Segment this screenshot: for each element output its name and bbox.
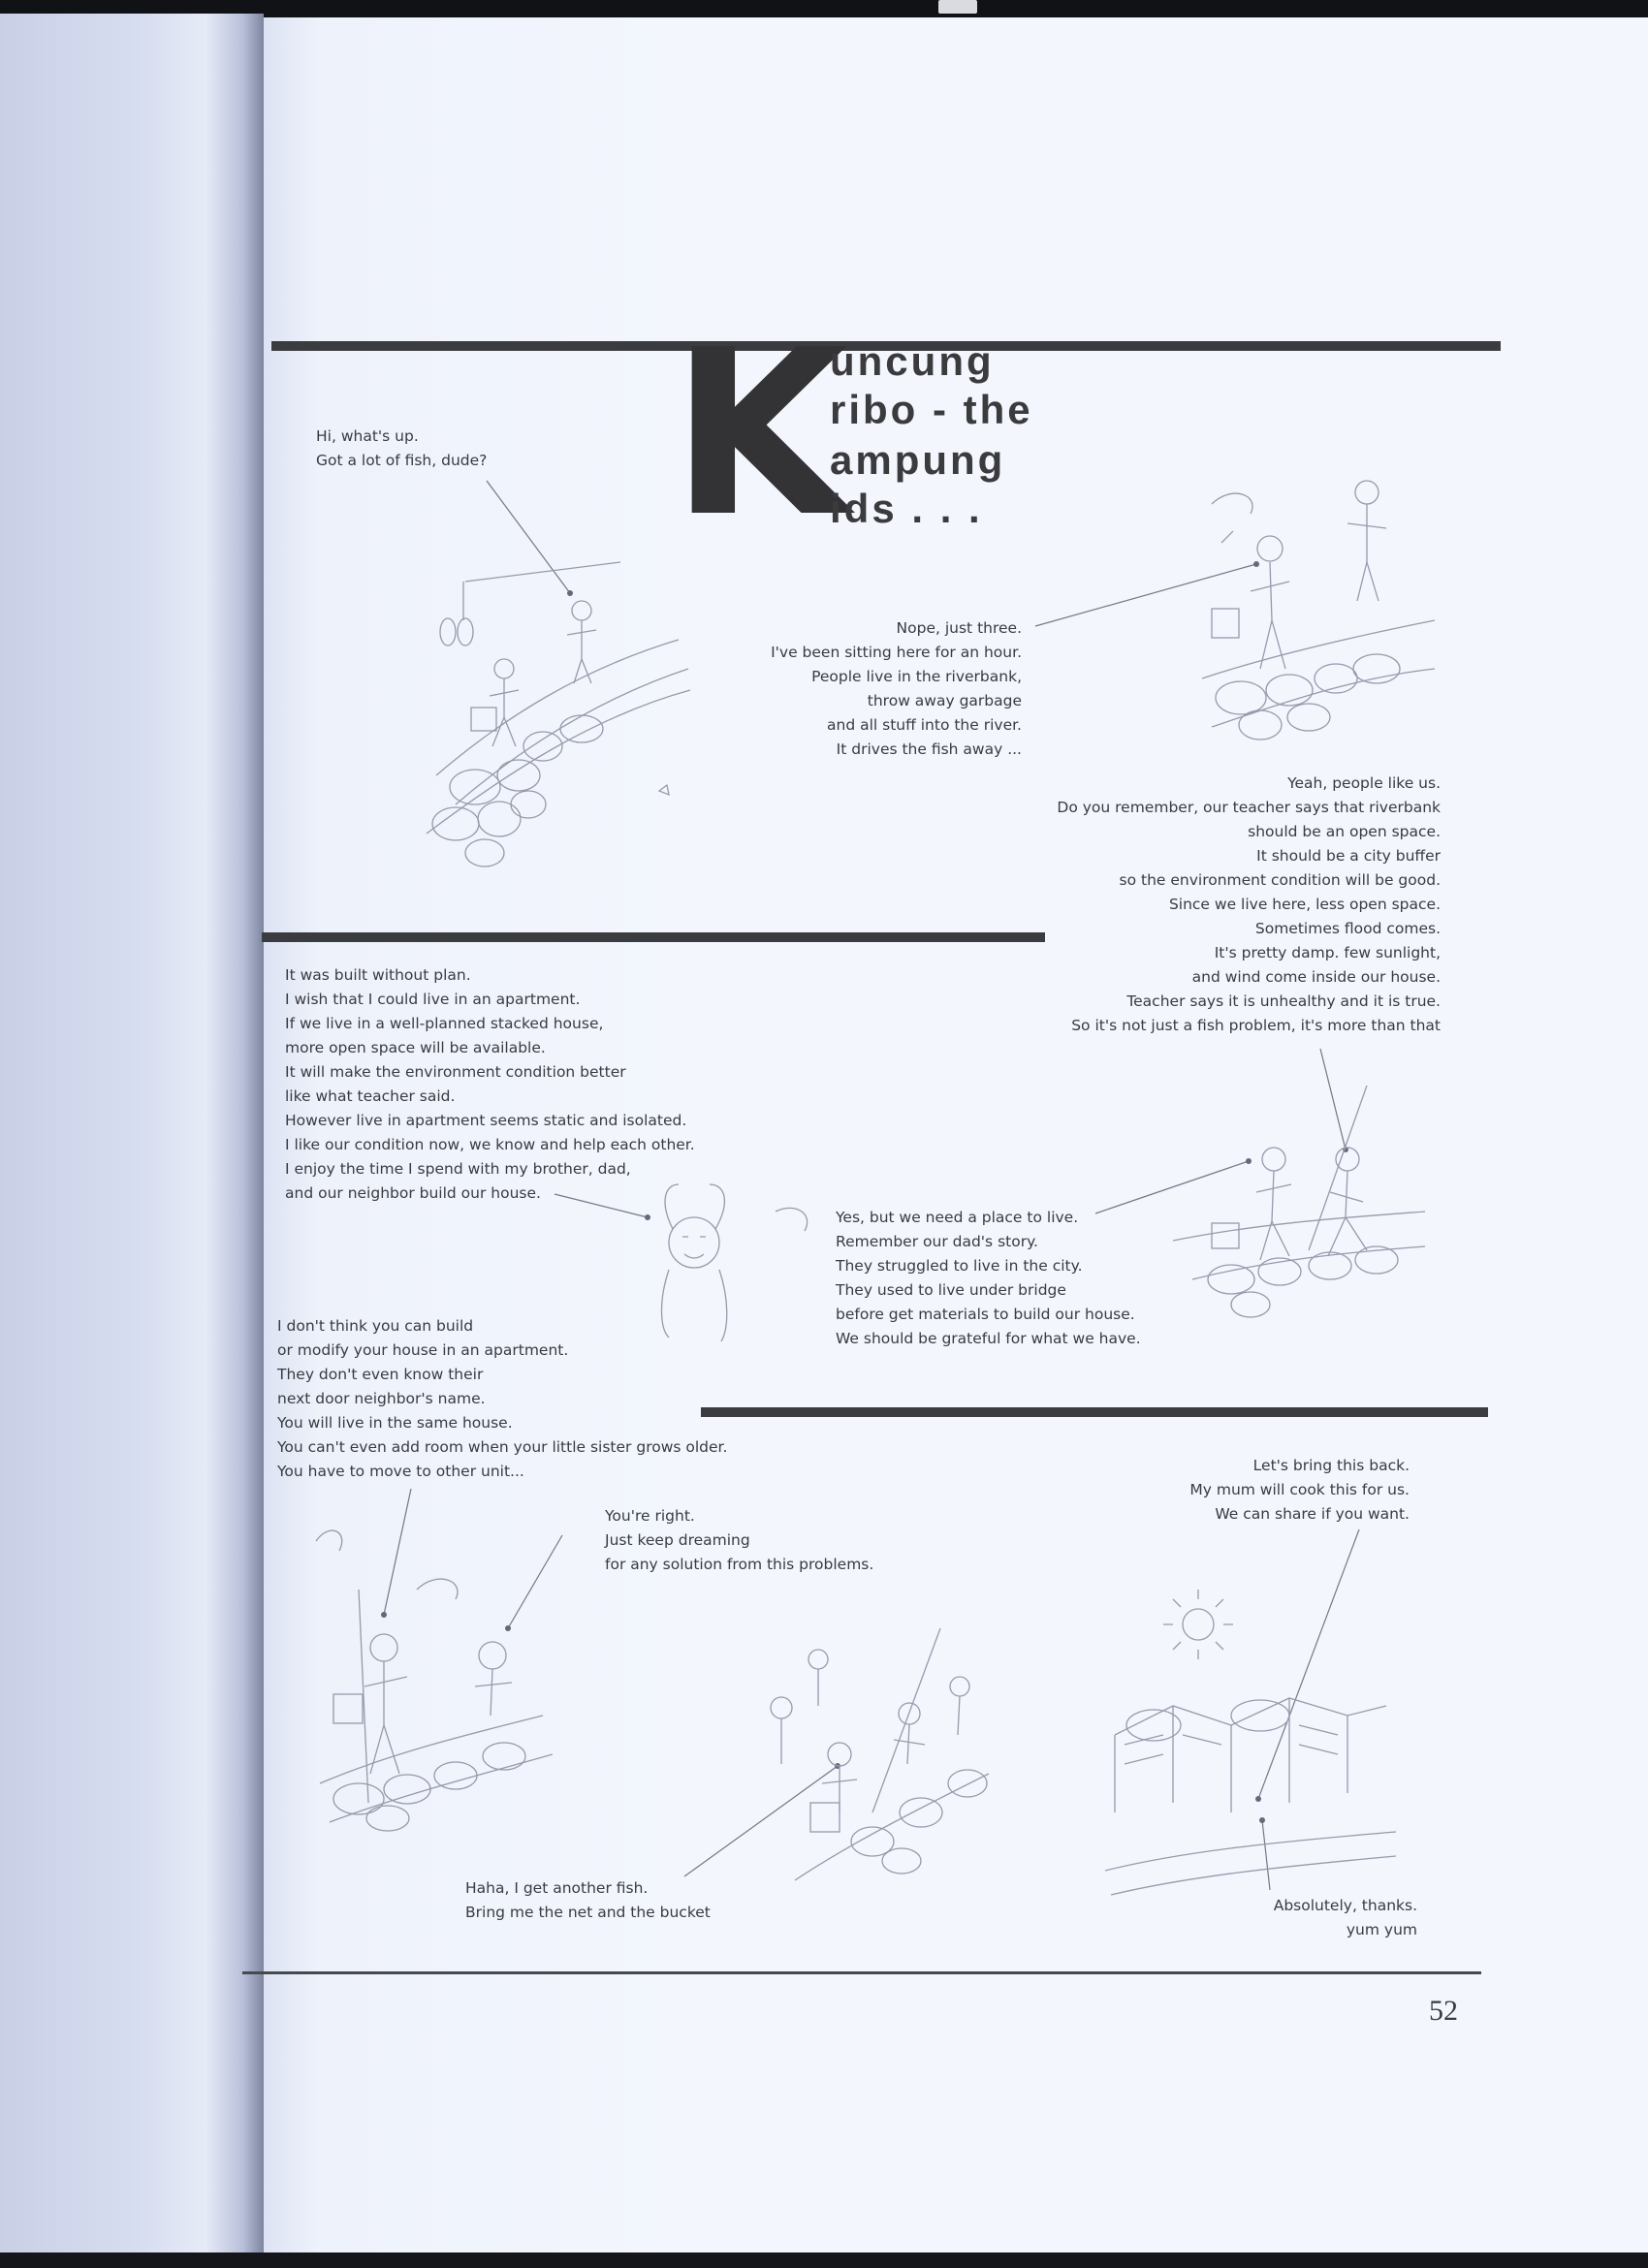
middle-rule-left [262,932,1045,942]
title-line-2: ribo - the [830,387,1033,432]
bottom-rule [242,1971,1481,1974]
title-line-1: uncung [830,338,995,384]
dialogue-bring-back: Let's bring this back. My mum will cook this for us. We can share if you want. [1189,1457,1410,1523]
title-initial: K [671,300,844,567]
bottom-binding-strip [0,2252,1648,2268]
page-number: 52 [1429,1995,1458,2027]
title-line-4: ids . . . [830,486,983,531]
dialogue-apartment: I don't think you can build or modify your house in an apartment. They don't even know their next door neighbor's name. You will live in the same house. You can't even add room when your little sister grows older. You have to move to other unit... [277,1317,728,1480]
dialogue-people-like-us: Yeah, people like us. Do you remember, our teacher says that riverbank should be an open space. It should be a city buffer so the environment condition will be good. Since we live here, less open space. Sometimes flood comes. It's pretty damp. few sunlight, and wind come inside our house. Teacher says it is unhealthy and it is true. So it's not just a fish problem, it's more than that [1057,774,1441,1034]
dialogue-another-fish: Haha, I get another fish. Bring me the net and the bucket [465,1879,711,1921]
dialogue-built-without-plan: It was built without plan. I wish that I could live in an apartment. If we live in a well-planned stacked house, more open space will be available. It will make the environment condition better like what teacher said. However live in apartment seems static and isolated. I like our condition now, we know and help each other. I enjoy the time I spend with my brother, dad, and our neighbor build our house. [285,966,695,1202]
scanner-glint [938,0,977,14]
dialogue-youre-right: You're right. Just keep dreaming for any solution from this problems. [605,1507,874,1573]
middle-rule-right [701,1407,1488,1417]
dialogue-thanks: Absolutely, thanks. yum yum [1273,1897,1417,1938]
dialogue-greeting: Hi, what's up. Got a lot of fish, dude? [316,427,488,469]
dialogue-nope-three: Nope, just three. I've been sitting here for an hour. People live in the riverbank, throw away garbage and all stuff into the river. It drives the fish away ... [771,619,1022,758]
dialogue-place-to-live: Yes, but we need a place to live. Remember our dad's story. They struggled to live in the city. They used to live under bridge before get materials to build our house. We should be grateful for what we have. [836,1209,1141,1347]
title-line-3: ampung [830,437,1006,483]
facing-page-edge [0,14,264,2252]
